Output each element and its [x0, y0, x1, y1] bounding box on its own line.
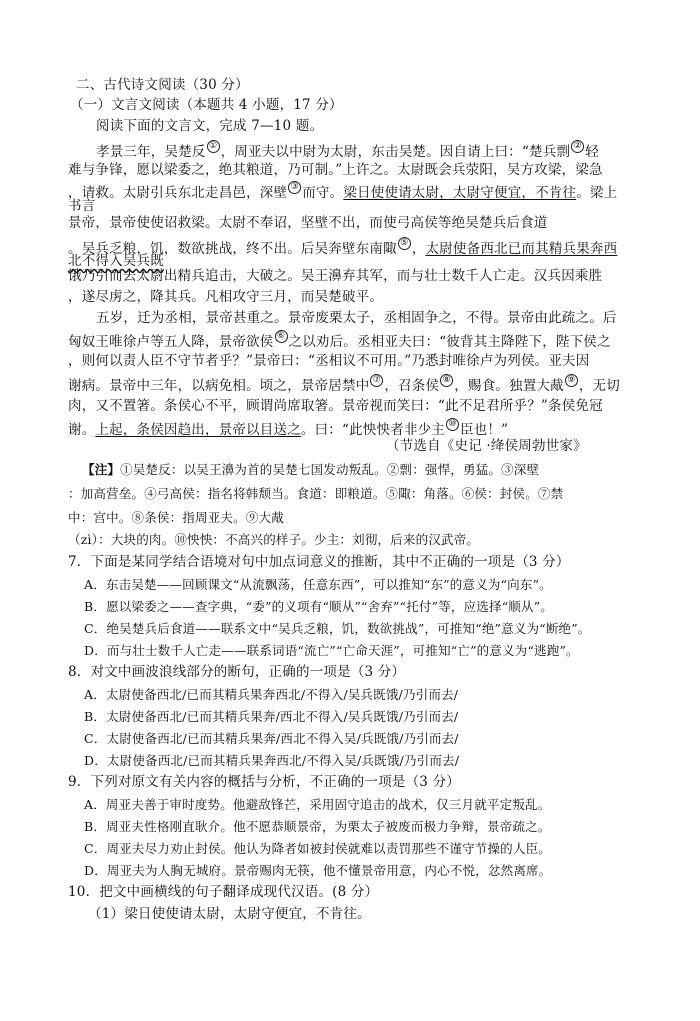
q7-option-c: C．绝吴楚兵后食道——联系文中“吴兵乏粮，饥，数欲挑战”，可推知“绝”意义为“断绝”。 — [84, 621, 591, 636]
passage-line-9: 匈奴王唯徐卢等五人降，景帝欲侯 ⑥ 之以劝后。丞相亚夫曰：“彼背其主降陛下，陛下侯之 — [68, 331, 611, 350]
instruction: 阅读下面的文言文，完成 7—10 题。 — [96, 118, 324, 134]
subsection-title: （一）文言文阅读（本题共 4 小题，17 分） — [70, 97, 343, 113]
q8-option-b: B．太尉使备西北/已而其精兵果奔/西北不得入/吴兵既饿/乃引而去/ — [84, 709, 459, 724]
passage-line-13: 谢。上起，条侯因趋出，景帝以目送之。曰：“此怏怏者非少主 ⑩ 臣也！” — [68, 419, 509, 438]
q7-stem: 7．下面是某同学结合语境对句中加点词意义的推断，其中不正确的一项是（3 分） — [68, 554, 570, 570]
q9-option-c: C．周亚夫尽力劝止封侯。他认为降者如被封侯就难以责罚那些不谨守节操的人臣。 — [84, 841, 551, 856]
underlined-sentence-1: 梁日使使请太尉，太尉守便宜，不肯往 — [343, 185, 577, 201]
notes-line-4: （zì）：大块的肉。⑩怏怏：不高兴的样子。少主：刘彻，后来的汉武帝。 — [68, 532, 480, 547]
underlined-sentence-2: 上起，条侯因趋出，景帝以目送之 — [95, 422, 301, 438]
notes-line-2: ：加高营垒。④弓高侯：指名将韩颓当。食道：即粮道。⑤陬：角落。⑥侯：封侯。⑦禁 — [68, 486, 564, 501]
passage-line-8: 五岁，迁为丞相，景帝甚重之。景帝废栗太子，丞相固争之，不得。景帝由此疏之。后 — [96, 310, 617, 326]
q9-option-d: D．周亚夫为人胸无城府。景帝赐肉无筷，他不懂景帝用意，内心不悦，忿然离席。 — [84, 863, 552, 878]
passage-line-12: 肉，又不置箸。条侯心不平，顾谓尚席取箸。景帝视而笑曰：“此不足君所乎？”条侯免冠 — [68, 398, 603, 414]
q8-option-d: D．太尉使备西北/已而其精兵果奔西北/不得入吴/兵既饿/乃引而去/ — [84, 753, 460, 768]
q8-option-a: A．太尉使备西北/已而其精兵果奔西北/不得入/吴兵既饿/乃引而去/ — [84, 687, 459, 702]
q7-option-a: A．东击吴楚——回顾课文“从流飘荡，任意东西”，可以推知“东”的意义为“向东”。 — [84, 577, 552, 592]
q7-option-b: B．愿以梁委之——查字典，“委”的义项有“顺从”“舍弃”“托付”等，应选择“顺从”。 — [84, 599, 553, 614]
notes-line-1: 【注】①吴楚反：以吴王濞为首的吴楚七国发动叛乱。②剽：强悍，勇猛。③深壁 — [82, 462, 540, 477]
q9-option-b: B．周亚夫性格刚直耿介。他不愿恭顺景帝，为栗太子被废而极力争辩，景帝疏之。 — [84, 819, 551, 834]
section-title: 二、古代诗文阅读（30 分） — [76, 77, 249, 93]
passage-line-1: 孝景三年，吴楚反 ① ，周亚夫以中尉为太尉，东击吴楚。因自请上曰：“楚兵剽 ② 轻 — [96, 141, 599, 160]
q8-option-c: C．太尉使备西北/已而其精兵果奔/西北不得入吴/兵既饿/乃引而去/ — [84, 731, 459, 746]
wavy-sentence-a: 太尉使备西北已而其精兵果奔西 — [425, 241, 618, 257]
notes-label: 【注】 — [82, 462, 121, 477]
q9-stem: 9．下列对原文有关内容的概括与分析，不正确的一项是（3 分） — [68, 774, 460, 790]
passage-line-7: ，遂尽虏之，降其兵。凡相攻守三月，而吴楚破平。 — [68, 289, 384, 305]
passage-source: （节选自《史记 ·绛侯周勃世家》 — [386, 438, 587, 454]
q10-sentence-1: （1）梁日使使请太尉，太尉守便宜，不肯往。 — [88, 906, 371, 922]
passage-line-5: 。吴兵乏粮，饥，数欲挑战，终不出。后吴奔壁东南陬 ⑤ ，太尉使备西北已而其精兵果奔西 — [68, 238, 618, 257]
notes-line-3: 中：宫中。⑧条侯：指周亚夫。⑨大胾 — [68, 510, 284, 525]
passage-line-11: 谢病。景帝中三年，以病免相。顷之，景帝居禁中 ⑦ ，召条侯 ⑧ ，赐食。独置大胾 ⑨ ，无切 — [68, 375, 620, 394]
q7-option-d: D．而与壮士数千人亡走——联系词语“流亡”“亡命天涯”，可推知“亡”的意义为“逃跑”。 — [84, 643, 579, 658]
passage-line-3b: 书言 — [68, 198, 96, 214]
q10-stem: 10．把文中画横线的句子翻译成现代汉语。(8 分） — [68, 884, 379, 900]
passage-line-3: ，请救。太尉引兵东北走昌邑，深壁 ③ 而守。梁日使使请太尉，太尉守便宜，不肯往。梁上 — [68, 182, 618, 201]
q9-option-a: A．周亚夫善于审时度势。他避敌锋芒，采用固守追击的战术，仅三月就平定叛乱。 — [84, 797, 551, 812]
q8-stem: 8．对文中画波浪线部分的断句，正确的一项是（3 分） — [68, 664, 406, 680]
passage-line-4: 景帝，景帝使使诏救梁。太尉不奉诏，坚壁不出，而使弓高侯等绝吴楚兵后食道 — [68, 215, 548, 231]
wavy-sentence-b: 北不得入吴兵既 — [68, 253, 164, 269]
passage-line-2: 难与争锋，愿以梁委之，绝其粮道，乃可制。”上许之。太尉既会兵荥阳，吴方攻梁，梁急 — [68, 162, 603, 178]
passage-line-6: 饿乃引而去太尉出精兵追击，大破之。吴王濞弃其军，而与壮士数千人亡走。汉兵因乘胜 — [68, 268, 603, 284]
passage-line-10: ，则何以责人臣不守节者乎？”景帝曰：“丞相议不可用。”乃悉封唯徐卢为列侯。亚夫因 — [68, 353, 590, 369]
